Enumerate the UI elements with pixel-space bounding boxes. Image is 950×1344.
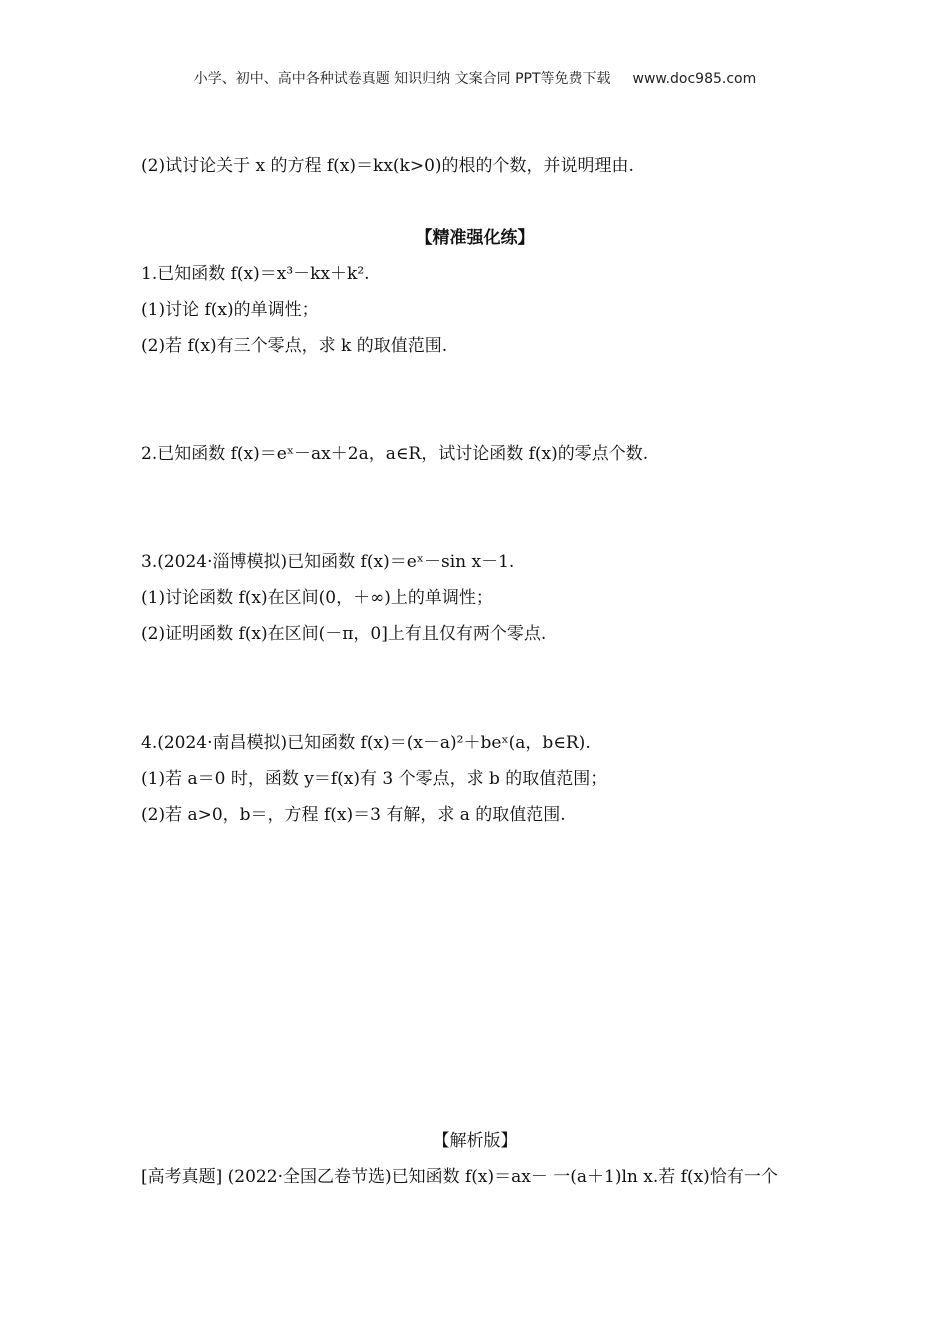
header-site: www.doc985.com: [632, 71, 757, 87]
section-title: 【精准强化练】: [415, 228, 535, 248]
problem-2-stem: 2.已知函数 f(x)＝eˣ－ax＋2a，a∈R，试讨论函数 f(x)的零点个数.: [141, 444, 649, 464]
problem-4-part-1: (1)若 a＝0 时，函数 y＝f(x)有 3 个零点，求 b 的取值范围；: [141, 769, 608, 789]
intro-question-2: (2)试讨论关于 x 的方程 f(x)＝kx(k>0)的根的个数，并说明理由.: [141, 156, 634, 176]
problem-4-stem: 4.(2024·南昌模拟)已知函数 f(x)＝(x－a)²＋beˣ(a，b∈R).: [141, 733, 591, 753]
problem-3-part-2: (2)证明函数 f(x)在区间(－π，0]上有且仅有两个零点.: [141, 624, 547, 644]
page-header: [0, 68, 950, 88]
header-text: 小学、初中、高中各种试卷真题 知识归纳 文案合同 PPT等免费下载: [193, 71, 611, 87]
answer-first-line: [高考真题] (2022·全国乙卷节选)已知函数 f(x)＝ax－ 一(a＋1)ln x.若 f(x)恰有一个: [141, 1167, 778, 1187]
problem-4-part-2: (2)若 a>0，b＝，方程 f(x)＝3 有解，求 a 的取值范围.: [141, 805, 566, 825]
problem-1-stem: 1.已知函数 f(x)＝x³－kx＋k².: [141, 264, 370, 284]
problem-1-part-1: (1)讨论 f(x)的单调性；: [141, 300, 319, 320]
problem-3-part-1: (1)讨论函数 f(x)在区间(0，＋∞)上的单调性；: [141, 588, 493, 608]
problem-1-part-2: (2)若 f(x)有三个零点，求 k 的取值范围.: [141, 336, 448, 356]
answer-section-title: 【解析版】: [432, 1131, 518, 1151]
problem-3-stem: 3.(2024·淄博模拟)已知函数 f(x)＝eˣ－sin x－1.: [141, 552, 515, 572]
